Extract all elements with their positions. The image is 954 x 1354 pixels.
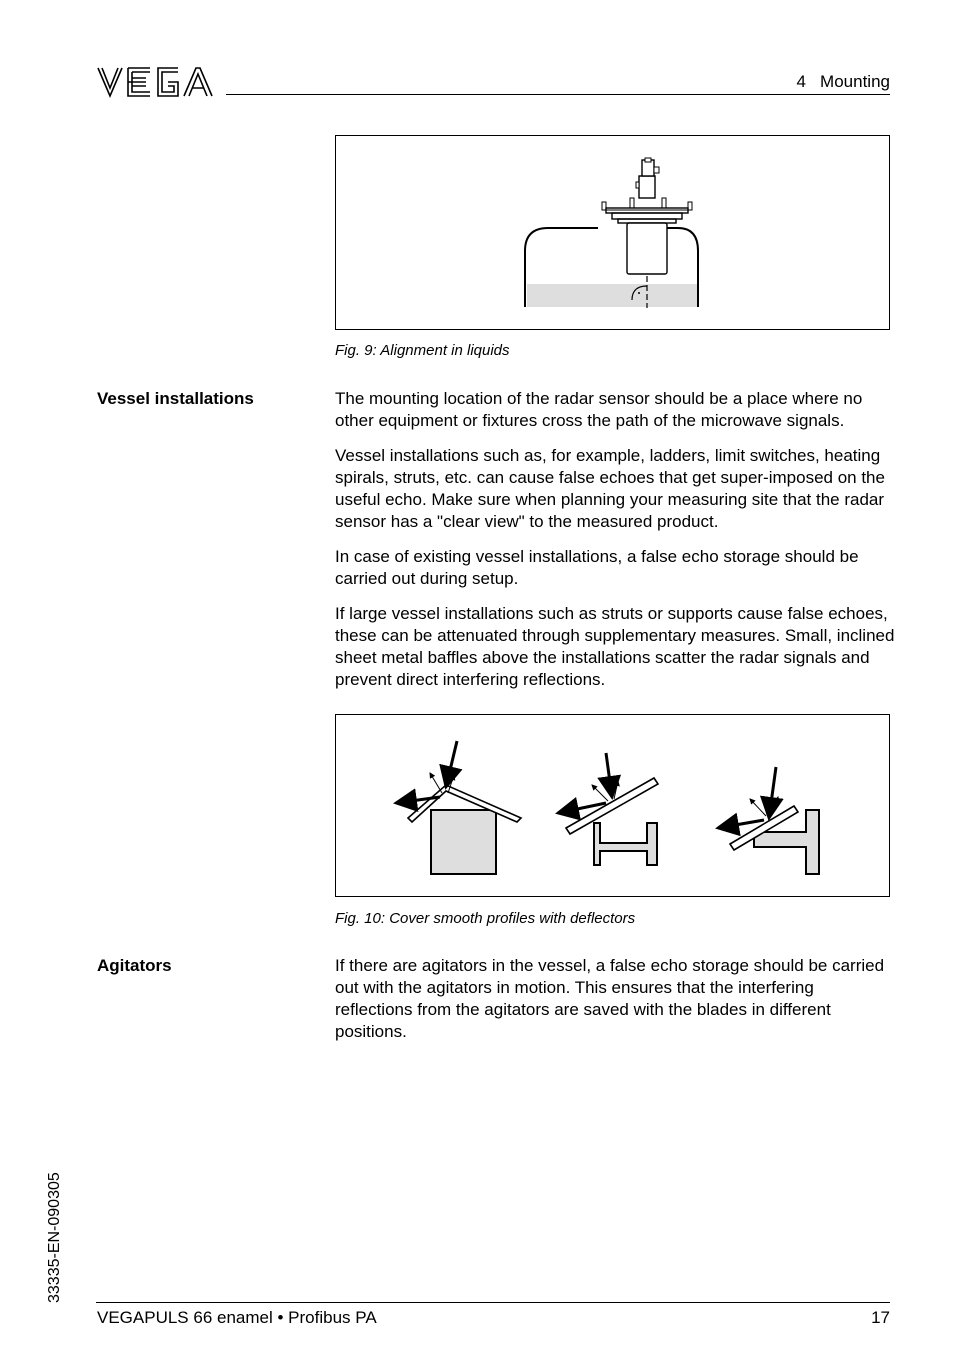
vega-logo [96, 64, 214, 100]
agitators-text [335, 955, 895, 1056]
paragraph: If there are agitators in the vessel, a false echo storage should be carried out with the agitators in motion. This ensures that the interfering reflections from the agitators are saved with the blades in different positions. [335, 956, 885, 1041]
document-id: 33335-EN-090305 [46, 1172, 63, 1303]
sensor-head [639, 176, 655, 198]
figure-9-caption: Fig. 9: Alignment in liquids [335, 342, 510, 359]
profile-i-beam-with-deflector [558, 753, 658, 865]
footer-rule [96, 1302, 890, 1303]
deflector-diagram [336, 715, 889, 896]
paragraph: The mounting location of the radar sensor should be a place where no other equipment or fixtures cross the path of the microwave signals. [335, 389, 863, 430]
profile-box-with-roof [396, 741, 521, 874]
vega-logo-graphic [96, 64, 214, 100]
vessel-installations-heading: Vessel installations [97, 389, 254, 408]
liquid-surface [527, 284, 698, 307]
alignment-diagram [336, 136, 889, 329]
page-number: 17 [871, 1308, 890, 1327]
agitators-heading: Agitators [97, 956, 172, 975]
horn-antenna [627, 223, 667, 274]
figure-deflectors [335, 714, 890, 897]
figure-10-caption: Fig. 10: Cover smooth profiles with deflectors [335, 910, 636, 927]
footer-product: VEGAPULS 66 enamel • Profibus PA [97, 1308, 377, 1327]
paragraph: Vessel installations such as, for example, ladders, limit switches, heating spirals, struts, etc. can cause false echoes that get super-imposed on the useful echo. Make sure when planning your measuring site that the radar sensor has a "clear view" to the measured product. [335, 446, 885, 531]
paragraph: If large vessel installations such as struts or supports cause false echoes, these can be attenuated through supplementary measures. Small, inclined sheet metal baffles above the installations scatter the radar signals and prevent direct interfering reflections. [335, 604, 895, 689]
paragraph: In case of existing vessel installations, a false echo storage should be carried out during setup. [335, 547, 859, 588]
section-title: 4 Mounting [796, 72, 890, 91]
header-rule [226, 94, 890, 95]
profile-t-with-deflector [718, 767, 819, 874]
vessel-installations-text [335, 388, 895, 704]
figure-alignment-in-liquids [335, 135, 890, 330]
